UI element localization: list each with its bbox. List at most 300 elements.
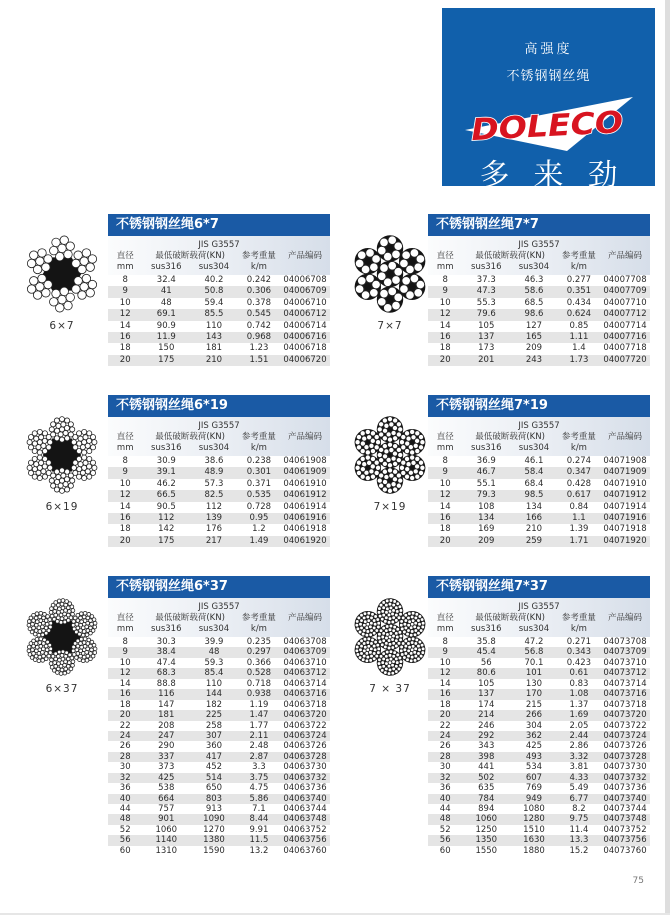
cell: 44 [119, 804, 131, 814]
cell: 134 [478, 512, 495, 523]
col-diameter: 直径 [116, 251, 134, 261]
cell: 18 [119, 343, 131, 354]
cell: 04071918 [603, 524, 647, 535]
cell: 143 [205, 331, 223, 342]
cell: 38.6 [204, 456, 224, 466]
standard-label: JIS G3557 [518, 602, 560, 612]
cell: 8 [442, 456, 448, 466]
col-diameter: 直径 [116, 613, 134, 623]
cell: 147 [158, 699, 175, 710]
cell: 59.4 [204, 297, 224, 308]
col-product-code: 产品编码 [607, 251, 642, 261]
cell: 137 [478, 689, 495, 700]
cell: 1270 [203, 824, 225, 835]
table-row [108, 637, 330, 647]
table-title: 不锈钢钢丝绳7*19 [428, 395, 650, 417]
diagram-label: 7×19 [373, 501, 407, 513]
cell: 803 [205, 793, 223, 804]
column-units [428, 443, 650, 454]
cell: 650 [205, 783, 223, 794]
cell: 85.4 [204, 668, 224, 679]
cell: 14 [119, 501, 131, 512]
cell: 48.9 [204, 467, 224, 478]
table-row [428, 741, 650, 751]
cell: 59.3 [204, 657, 224, 668]
cell: 90.5 [156, 501, 176, 512]
cell: 9 [442, 647, 448, 658]
cell: 246 [478, 720, 495, 731]
cell: 150 [158, 343, 175, 354]
table-row [428, 286, 650, 297]
cell: 57.3 [204, 478, 224, 489]
cell: 1550 [475, 845, 498, 856]
cell: 0.343 [566, 647, 592, 658]
cell: 12 [119, 668, 131, 679]
sub-sus316: sus316 [151, 443, 182, 453]
col-breaking-load: 最低破断载荷(KN) [155, 613, 225, 623]
cell: 514 [205, 772, 223, 783]
cell: 1.19 [249, 699, 269, 710]
banner-title-line1: 高强度 [524, 42, 573, 57]
col-breaking-load: 最低破断载荷(KN) [155, 251, 225, 261]
cell: 28 [119, 751, 131, 762]
cell: 46.3 [524, 275, 544, 285]
cell: 46.2 [156, 478, 176, 489]
cell: 266 [525, 710, 543, 721]
rope-cross-section-diagram [348, 597, 432, 695]
diagram-label: 6×37 [45, 683, 79, 695]
cell: 04063740 [283, 793, 327, 804]
cell: 290 [158, 741, 175, 752]
col-ref-weight: 参考重量 [241, 251, 276, 261]
cell: 0.95 [249, 512, 269, 523]
cell: 259 [525, 535, 543, 546]
cell: 22 [119, 720, 131, 731]
table-row [428, 668, 650, 678]
table-row [428, 513, 650, 524]
cell: 209 [478, 535, 495, 546]
cell: 04063744 [283, 804, 327, 814]
cell: 11.4 [569, 824, 589, 835]
cell: 04063760 [283, 845, 327, 856]
cell: 1.37 [569, 699, 589, 710]
cell: 8.2 [572, 804, 586, 814]
table-rows [108, 456, 330, 547]
table-row [108, 846, 330, 856]
cell: 417 [205, 751, 223, 762]
table-row [428, 321, 650, 332]
cell: 538 [158, 783, 175, 794]
col-ref-weight: 参考重量 [561, 251, 596, 261]
cell: 04061920 [283, 535, 327, 546]
page-edge-right [665, 0, 670, 915]
standard-label: JIS G3557 [198, 240, 240, 250]
cell: 20 [439, 710, 451, 721]
cell: 1.51 [249, 354, 269, 365]
cell: 182 [205, 699, 223, 710]
cell: 1590 [203, 845, 225, 856]
table-row [108, 321, 330, 332]
cell: 14 [439, 501, 451, 512]
cell: 45.4 [476, 647, 496, 658]
sub-sus304: sus304 [518, 262, 550, 272]
cell: 15.2 [569, 845, 589, 856]
cell: 116 [158, 689, 175, 700]
cell: 36.9 [476, 456, 496, 466]
logo-flag-icon [461, 94, 637, 154]
rope-cross-section [20, 597, 104, 681]
cell: 5.86 [249, 793, 269, 804]
rope-cross-section-diagram [20, 234, 104, 332]
cell: 3.81 [569, 762, 589, 773]
cell: 20 [119, 535, 131, 546]
cell: 04007718 [603, 343, 647, 354]
cell: 36 [439, 783, 451, 794]
cell: 225 [205, 710, 223, 721]
table-row [108, 783, 330, 793]
cell: 307 [205, 730, 223, 741]
spec-table [108, 214, 330, 366]
table-row [108, 275, 330, 286]
cell: 90.9 [156, 320, 176, 331]
cell: 04063726 [283, 741, 327, 752]
unit-blank [600, 624, 650, 635]
cell: 0.61 [569, 668, 589, 679]
col-diameter: 直径 [116, 432, 134, 442]
cell: 04007708 [603, 275, 647, 285]
cell: 757 [158, 804, 175, 814]
cell: 0.718 [246, 678, 272, 689]
col-breaking-load: 最低破断载荷(KN) [155, 432, 225, 442]
column-units [428, 262, 650, 273]
cell: 398 [478, 751, 495, 762]
sub-sus304: sus304 [518, 443, 550, 453]
cell: 04073720 [603, 710, 647, 721]
cell: 79.3 [476, 490, 496, 501]
rope-cross-section-diagram [20, 597, 104, 695]
col-product-code: 产品编码 [287, 613, 322, 623]
cell: 20 [119, 710, 131, 721]
cell: 98.6 [524, 309, 544, 320]
cell: 04063732 [283, 772, 327, 783]
table-row [108, 773, 330, 783]
table-row [428, 846, 650, 856]
cell: 10 [119, 478, 131, 489]
cell: 4.33 [569, 772, 589, 783]
table-row [428, 467, 650, 478]
cell: 56 [119, 835, 131, 846]
table-header [108, 598, 330, 637]
cell: 18 [439, 699, 451, 710]
cell: 88.8 [156, 678, 176, 689]
table-row [428, 731, 650, 741]
cell: 215 [525, 699, 543, 710]
cell: 50.8 [204, 286, 224, 297]
unit-blank [280, 262, 330, 273]
cell: 165 [525, 331, 543, 342]
cell: 82.5 [204, 490, 224, 501]
cell: 04073718 [603, 699, 647, 710]
cell: 04063724 [283, 730, 327, 741]
table-row [428, 773, 650, 783]
cell: 0.277 [566, 275, 592, 285]
table-header [428, 598, 650, 637]
table-row [108, 467, 330, 478]
cell: 39.9 [204, 637, 224, 647]
cell: 04061914 [283, 501, 327, 512]
unit-mm: mm [116, 262, 134, 272]
column-headers [428, 251, 650, 262]
diagram-label: 7×7 [377, 320, 403, 332]
sub-sus316: sus316 [471, 262, 502, 272]
table-row [428, 637, 650, 647]
cell: 166 [525, 512, 543, 523]
cell: 664 [158, 793, 175, 804]
cell: 04006710 [283, 297, 327, 308]
cell: 04007720 [603, 354, 647, 365]
cell: 607 [525, 772, 543, 783]
table-row [108, 490, 330, 501]
cell: 1880 [523, 845, 545, 856]
cell: 0.938 [246, 689, 272, 700]
spec-table [428, 576, 650, 856]
table-title: 不锈钢钢丝绳7*37 [428, 576, 650, 598]
logo-chinese-name: 多来劲 [479, 158, 642, 193]
column-headers [428, 432, 650, 443]
cell: 04071916 [603, 512, 647, 523]
cell: 04007716 [603, 331, 647, 342]
diagram-label: 6×19 [45, 501, 79, 513]
cell: 04063752 [283, 824, 327, 835]
rope-cross-section-diagram [20, 415, 104, 513]
table-row [108, 286, 330, 297]
cell: 3.32 [569, 751, 589, 762]
cell: 134 [525, 501, 543, 512]
col-ref-weight: 参考重量 [241, 432, 276, 442]
cell: 130 [525, 678, 543, 689]
cell: 6.77 [569, 793, 589, 804]
table-row [108, 456, 330, 467]
table-row [108, 731, 330, 741]
cell: 10 [119, 657, 131, 668]
cell: 1.69 [569, 710, 589, 721]
cell: 0.545 [246, 309, 272, 320]
cell: 112 [158, 512, 175, 523]
cell: 24 [439, 730, 451, 741]
table-row [428, 835, 650, 845]
table-row [428, 658, 650, 668]
cell: 58.4 [524, 467, 544, 478]
cell: 0.274 [566, 456, 592, 466]
cell: 38.4 [156, 647, 176, 658]
cell: 32.4 [156, 275, 176, 285]
table-row [108, 741, 330, 751]
cell: 69.1 [156, 309, 176, 320]
unit-km: k/m [570, 624, 587, 634]
cell: 04006720 [283, 354, 327, 365]
cell: 1.47 [249, 710, 269, 721]
unit-blank [600, 262, 650, 273]
cell: 14 [439, 320, 451, 331]
cell: 139 [205, 512, 223, 523]
cell: 108 [478, 501, 495, 512]
cell: 12 [119, 490, 131, 501]
cell: 176 [205, 524, 223, 535]
cell: 47.2 [524, 637, 544, 647]
cell: 0.528 [246, 668, 272, 679]
cell: 16 [439, 689, 451, 700]
cell: 04073726 [603, 741, 647, 752]
cell: 0.624 [566, 309, 592, 320]
table-row [108, 668, 330, 678]
cell: 502 [478, 772, 495, 783]
cell: 04071914 [603, 501, 647, 512]
cell: 04006709 [283, 286, 327, 297]
cell: 9 [122, 647, 128, 658]
cell: 35.8 [476, 637, 496, 647]
table-row [428, 679, 650, 689]
sub-sus304: sus304 [198, 624, 230, 634]
cell: 8 [122, 456, 128, 466]
cell: 04063736 [283, 783, 327, 794]
table-row [108, 721, 330, 731]
table-rows [428, 456, 650, 547]
cell: 0.617 [566, 490, 592, 501]
cell: 127 [525, 320, 543, 331]
cell: 175 [158, 354, 175, 365]
table-row [428, 536, 650, 547]
cell: 60 [119, 845, 131, 856]
table-row [108, 332, 330, 343]
cell: 10 [119, 297, 131, 308]
cell: 1090 [203, 814, 225, 825]
table-row [108, 835, 330, 845]
cell: 10 [439, 657, 451, 668]
cell: 04006708 [283, 275, 327, 285]
rope-cross-section [348, 234, 432, 318]
cell: 144 [205, 689, 223, 700]
cell: 0.347 [566, 467, 592, 478]
cell: 2.86 [569, 741, 589, 752]
cell: 913 [205, 804, 223, 814]
cell: 58.6 [524, 286, 544, 297]
cell: 0.85 [569, 320, 589, 331]
cell: 1280 [523, 814, 545, 825]
logo-wordmark: DOLECO [469, 105, 610, 149]
unit-blank [280, 624, 330, 635]
cell: 55.3 [476, 297, 496, 308]
cell: 04073728 [603, 751, 647, 762]
table-rows [428, 275, 650, 366]
table-title: 不锈钢钢丝绳6*7 [108, 214, 330, 236]
table-row [428, 647, 650, 657]
unit-blank [600, 443, 650, 454]
column-headers [428, 613, 650, 624]
cell: 3.75 [249, 772, 269, 783]
table-row [108, 479, 330, 490]
cell: 9.75 [569, 814, 589, 825]
cell: 04007709 [603, 286, 647, 297]
cell: 201 [478, 354, 495, 365]
cell: 68.3 [156, 668, 176, 679]
cell: 425 [158, 772, 175, 783]
table-row [108, 700, 330, 710]
unit-mm: mm [436, 262, 454, 272]
unit-mm: mm [116, 624, 134, 634]
spec-table [428, 395, 650, 547]
diagram-label: 6×7 [49, 320, 75, 332]
table-row [428, 456, 650, 467]
cell: 04007714 [603, 320, 647, 331]
sub-sus304: sus304 [198, 443, 230, 453]
rope-cross-section [20, 415, 104, 499]
cell: 41 [160, 286, 172, 297]
cell: 04006712 [283, 309, 327, 320]
cell: 112 [205, 501, 223, 512]
cell: 04073730 [603, 762, 647, 773]
table-row [108, 689, 330, 699]
cell: 12 [439, 490, 451, 501]
cell: 441 [478, 762, 495, 773]
cell: 04073744 [603, 804, 647, 814]
cell: 47.4 [156, 657, 176, 668]
cell: 2.05 [569, 720, 589, 731]
cell: 30.9 [156, 456, 176, 466]
unit-mm: mm [116, 443, 134, 453]
cell: 04063722 [283, 720, 327, 731]
table-row [428, 804, 650, 814]
cell: 343 [478, 741, 495, 752]
cell: 360 [205, 741, 223, 752]
sub-sus316: sus316 [471, 624, 502, 634]
cell: 40 [119, 793, 131, 804]
cell: 24 [119, 730, 131, 741]
cell: 210 [205, 354, 223, 365]
cell: 0.378 [246, 297, 272, 308]
table-row [428, 490, 650, 501]
cell: 373 [158, 762, 175, 773]
cell: 142 [158, 524, 175, 535]
cell: 769 [525, 783, 543, 794]
cell: 04073732 [603, 772, 647, 783]
cell: 04073752 [603, 824, 647, 835]
cell: 04061908 [283, 456, 327, 466]
cell: 9.91 [249, 824, 269, 835]
rope-cross-section [20, 234, 104, 318]
spec-table [108, 576, 330, 856]
cell: 110 [205, 678, 223, 689]
table-row [108, 513, 330, 524]
cell: 16 [119, 331, 131, 342]
cell: 0.728 [246, 501, 272, 512]
cell: 8 [122, 637, 128, 647]
cell: 12 [439, 309, 451, 320]
cell: 8.44 [249, 814, 269, 825]
banner-title-line2: 不锈钢钢丝绳 [506, 69, 591, 84]
table-row [108, 804, 330, 814]
cell: 4.75 [249, 783, 269, 794]
standard-label: JIS G3557 [198, 421, 240, 431]
cell: 1080 [523, 804, 545, 814]
cell: 174 [478, 699, 495, 710]
cell: 1350 [475, 835, 498, 846]
cell: 44 [439, 804, 451, 814]
cell: 04073724 [603, 730, 647, 741]
cell: 784 [478, 793, 495, 804]
cell: 04063714 [283, 678, 327, 689]
unit-km: k/m [250, 262, 267, 272]
cell: 11.5 [249, 835, 269, 846]
